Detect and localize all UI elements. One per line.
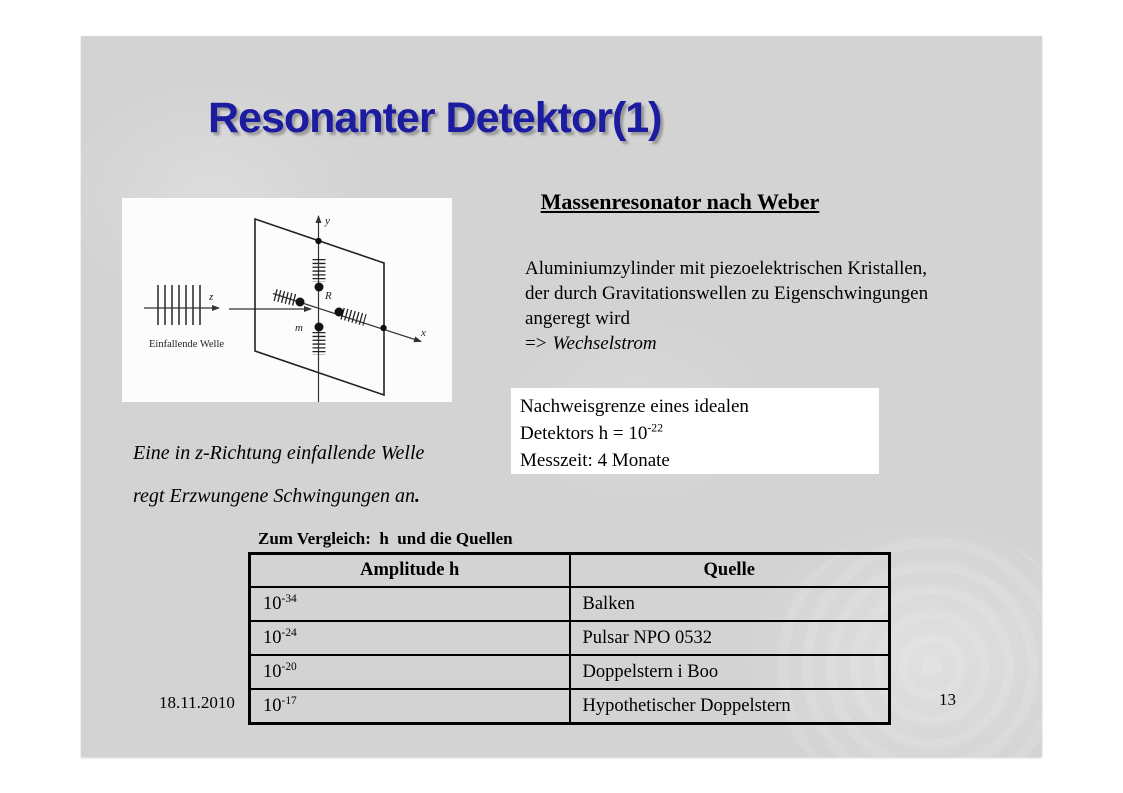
exponent: -22 xyxy=(647,421,664,435)
slide xyxy=(81,36,1042,757)
quelle-cell: Doppelstern i Boo xyxy=(570,655,890,689)
infobox-line2: Detektors $h = 10^{-22}$ xyxy=(520,421,664,444)
body-line3: angeregt wird xyxy=(525,308,630,329)
table-header-row xyxy=(250,554,890,588)
body-text xyxy=(525,256,928,356)
caption-period: . xyxy=(415,485,421,507)
exponent: -17 xyxy=(281,694,297,707)
table-caption: Zum Vergleich: h und die Quellen xyxy=(258,529,513,548)
wave-label: Einfallende Welle xyxy=(149,339,225,350)
x-axis-label: x xyxy=(421,327,426,339)
mass-bottom xyxy=(315,323,324,332)
mass-top xyxy=(315,283,324,292)
exponent: -24 xyxy=(281,626,297,639)
slide-title: Resonanter Detektor(1) xyxy=(208,94,662,142)
z-axis-label: z xyxy=(209,291,214,303)
header-quelle: Quelle xyxy=(570,554,890,588)
plane-dot-right xyxy=(380,325,386,331)
wechselstrom-term: Wechselstrom xyxy=(552,333,657,354)
amplitude-cell: $10^{-34}$ xyxy=(250,587,570,621)
page-number: 13 xyxy=(939,690,956,709)
figure-caption-line1: Eine in z-Richtung einfallende Welle xyxy=(133,442,425,464)
amplitude-cell: $10^{-17}$ xyxy=(250,689,570,724)
table-row xyxy=(250,655,890,689)
body-line4 xyxy=(525,331,928,356)
label-R: R xyxy=(325,290,332,302)
body-line2: der durch Gravitationswellen zu Eigenschwingungen xyxy=(525,283,929,304)
section-heading: Massenresonator nach Weber xyxy=(540,189,820,214)
amplitude-cell: $10^{-24}$ xyxy=(250,621,570,655)
figure-caption-line2: regt Erzwungene Schwingungen an. xyxy=(133,485,421,507)
table-row xyxy=(250,621,890,655)
table-row xyxy=(250,587,890,621)
infobox-line1: Nachweisgrenze eines idealen xyxy=(520,396,749,417)
detection-limit-box xyxy=(511,388,879,474)
weber-figure xyxy=(122,198,452,402)
label-m: m xyxy=(295,322,303,334)
amplitude-cell: $10^{-20}$ xyxy=(250,655,570,689)
slide-date: 18.11.2010 xyxy=(159,693,235,712)
quelle-cell: Hypothetischer Doppelstern xyxy=(570,689,890,724)
incoming-wave xyxy=(158,285,200,325)
arrow-symbol: => xyxy=(525,333,547,354)
detector-plane xyxy=(255,219,384,395)
body-line1: Aluminiumzylinder mit piezoelektrischen Kristallen, xyxy=(525,258,928,279)
mass-left xyxy=(296,298,305,307)
exponent: -34 xyxy=(281,592,297,605)
header-amplitude: Amplitude h xyxy=(250,554,570,588)
figure-caption xyxy=(133,432,473,518)
quelle-cell: Balken xyxy=(570,587,890,621)
amplitude-table xyxy=(248,552,891,725)
springs xyxy=(275,259,365,355)
plane-dot-top xyxy=(315,238,321,244)
table-row xyxy=(250,689,890,724)
x-axis xyxy=(273,294,421,342)
exponent: -20 xyxy=(281,660,297,673)
weber-figure-drawing xyxy=(122,198,452,402)
infobox-line3: Messzeit: 4 Monate xyxy=(520,450,670,471)
mass-right xyxy=(335,308,344,317)
quelle-cell: Pulsar NPO 0532 xyxy=(570,621,890,655)
y-axis-label: y xyxy=(325,215,330,227)
